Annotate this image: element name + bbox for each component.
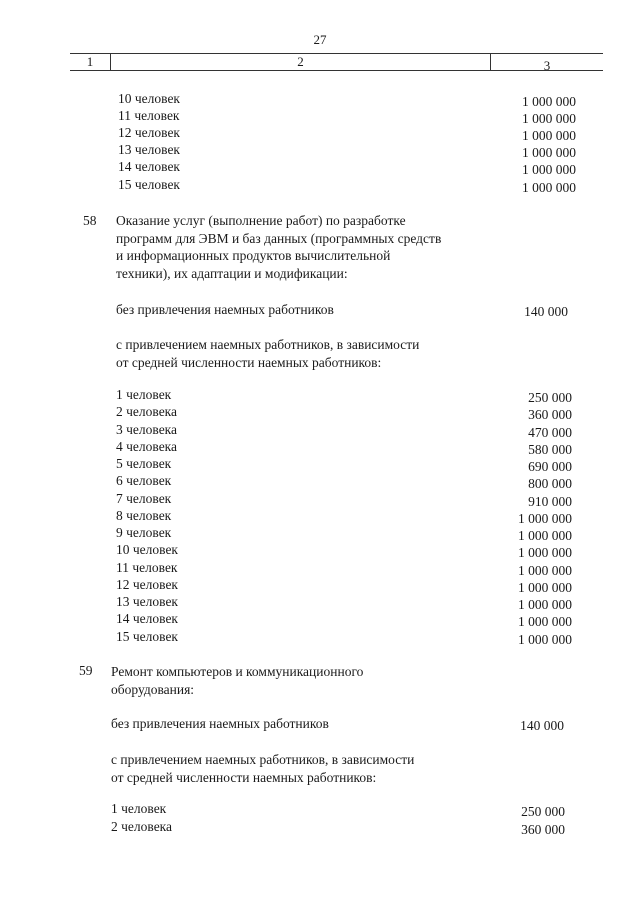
item-58-number: 58 — [83, 213, 97, 228]
row-label: 12 человек — [118, 125, 180, 141]
item-58-hire-line: с привлечением наемных работников, в зависимости — [116, 337, 420, 352]
header-col-2: 2 — [297, 54, 304, 69]
item-58-no-hire-value: 140 000 — [524, 304, 568, 319]
item-58-title-line: программ для ЭВМ и баз данных (программных средств — [116, 230, 442, 246]
item-59-number: 59 — [79, 663, 93, 678]
row-label: 10 человек — [116, 542, 178, 558]
row-label: 1 человек — [111, 801, 167, 816]
row-value: 690 000 — [528, 459, 572, 474]
row-label: 12 человек — [116, 576, 178, 592]
page-number: 27 — [313, 32, 327, 47]
row-label: 1 человек — [116, 387, 172, 402]
row-label: 14 человек — [116, 611, 178, 627]
row-value: 1 000 000 — [522, 179, 576, 195]
row-label: 13 человек — [118, 142, 180, 158]
item-59-title-line: Ремонт компьютеров и коммуникационного — [111, 664, 364, 679]
item-59-title — [111, 663, 531, 698]
item-58-hire-text — [116, 336, 536, 371]
row-value: 1 000 000 — [522, 111, 576, 127]
item-59-hire-text — [111, 751, 531, 786]
item-58-hire-line: от средней численности наемных работников: — [116, 354, 382, 370]
row-value: 800 000 — [528, 476, 572, 492]
item-58-title-line: Оказание услуг (выполнение работ) по разработке — [116, 213, 406, 228]
row-value: 250 000 — [528, 390, 572, 405]
row-label: 2 человека — [116, 404, 178, 420]
item-59-no-hire-value: 140 000 — [520, 718, 564, 733]
item-58-title — [116, 212, 536, 282]
row-value: 1 000 000 — [522, 94, 576, 109]
row-value: 580 000 — [528, 441, 572, 457]
table-header — [70, 53, 603, 71]
header-col-1: 1 — [86, 54, 94, 69]
row-value: 1 000 000 — [518, 510, 572, 526]
row-label: 14 человек — [118, 159, 180, 175]
row-label: 4 человека — [116, 438, 178, 454]
row-label: 11 человек — [118, 108, 180, 124]
row-label: 11 человек — [116, 559, 178, 575]
row-label: 15 человек — [118, 176, 180, 192]
row-label: 9 человек — [116, 525, 172, 540]
row-value: 360 000 — [528, 407, 572, 423]
row-value: 470 000 — [528, 424, 572, 440]
row-value: 1 000 000 — [522, 145, 576, 161]
row-value: 1 000 000 — [518, 579, 572, 595]
row-value: 910 000 — [528, 493, 572, 509]
header-col-3: 3 — [543, 58, 551, 73]
item-58-title-line: техники), их адаптации и модификации: — [116, 265, 348, 281]
row-label: 15 человек — [116, 628, 178, 644]
row-label: 2 человека — [111, 818, 173, 834]
item-59-hire-line: с привлечением наемных работников, в зависимости — [111, 752, 415, 767]
row-value: 1 000 000 — [522, 162, 576, 178]
row-label: 3 человека — [116, 421, 178, 437]
row-value: 360 000 — [521, 821, 565, 837]
item-58-title-line: и информационных продуктов вычислительной — [116, 248, 391, 263]
item-59-hire-line: от средней численности наемных работников: — [111, 769, 377, 785]
row-value: 1 000 000 — [518, 631, 572, 647]
row-label: 10 человек — [118, 91, 180, 106]
row-label: 7 человек — [116, 490, 172, 506]
row-value: 1 000 000 — [518, 528, 572, 543]
item-59-title-line: оборудования: — [111, 681, 195, 697]
row-label: 6 человек — [116, 473, 172, 489]
row-label: 8 человек — [116, 507, 172, 523]
row-value: 1 000 000 — [518, 545, 572, 561]
item-58-no-hire-label: без привлечения наемных работников — [116, 302, 334, 317]
row-value: 1 000 000 — [518, 562, 572, 578]
row-value: 1 000 000 — [518, 614, 572, 630]
row-value: 1 000 000 — [518, 597, 572, 612]
row-label: 5 человек — [116, 456, 172, 471]
row-label: 13 человек — [116, 594, 178, 609]
row-value: 250 000 — [521, 804, 565, 819]
row-value: 1 000 000 — [522, 128, 576, 144]
item-59-no-hire-label: без привлечения наемных работников — [111, 716, 329, 731]
